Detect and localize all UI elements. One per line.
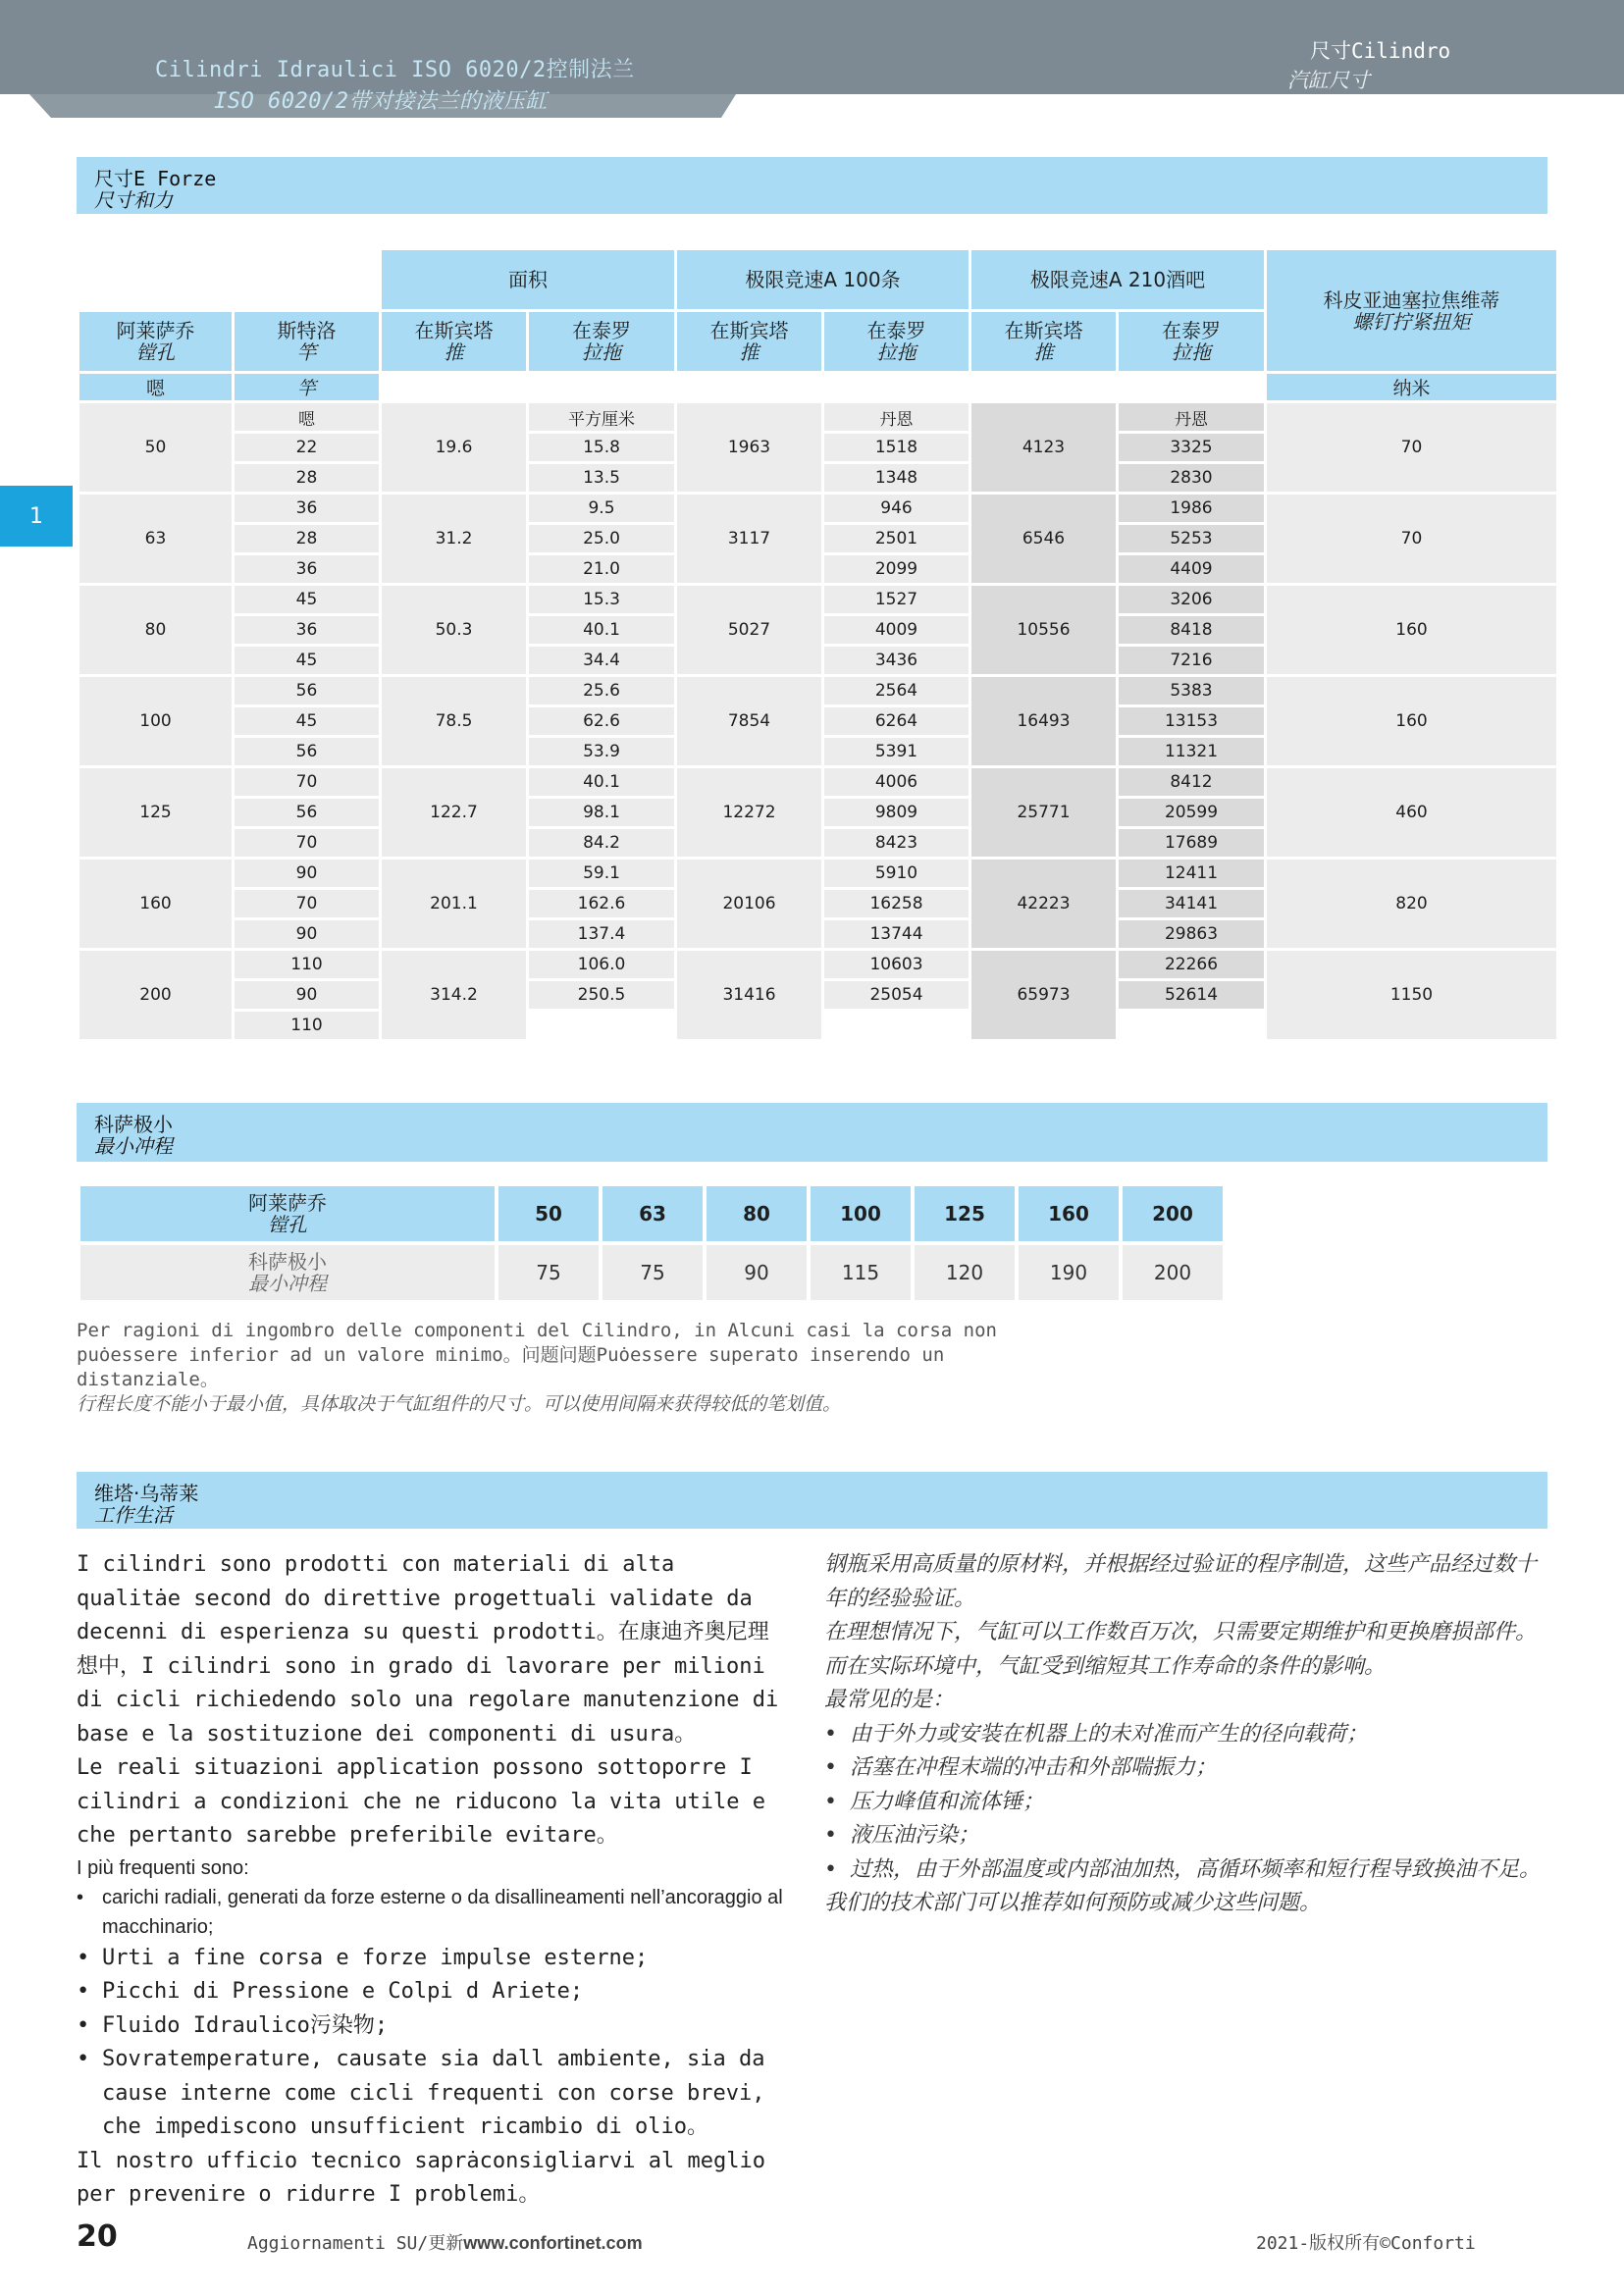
- wl-it-bullet: [77, 1975, 783, 2009]
- pull-label: 在泰罗: [866, 319, 926, 342]
- stroke-label-it: 科萨极小: [248, 1250, 327, 1274]
- min-stroke-value: 75: [602, 1245, 703, 1300]
- wl-it-bullet: [77, 1942, 783, 1976]
- f210-push-cell: 4123: [971, 403, 1116, 492]
- area-pull-cell: 62.6: [529, 707, 674, 735]
- wl-it-bullet-text: Picchi di Pressione e Colpi d Ariete;: [102, 1979, 584, 2004]
- wl-it-bullet: [77, 2009, 783, 2044]
- f100-push-cell: 1963: [677, 403, 821, 492]
- f210-pull-cell: 8412: [1119, 768, 1264, 796]
- min-stroke-title-zh: 最小冲程: [94, 1134, 173, 1158]
- f100-pull-cell: 丹恩: [824, 403, 969, 431]
- f210-pull-cell: 3206: [1119, 586, 1264, 613]
- table-row: [79, 403, 1556, 431]
- working-life-title-zh: 工作生活: [94, 1503, 173, 1527]
- rod-cell: 36: [235, 555, 379, 583]
- bore-header-it: 阿莱萨乔: [116, 319, 195, 342]
- force100-header: 极限竞速A 100条: [677, 250, 969, 309]
- min-stroke-bore-63: 63: [602, 1186, 703, 1241]
- page-number: 20: [77, 2219, 118, 2254]
- f100-pull-cell: 2501: [824, 525, 969, 552]
- wl-zh-bullet-text: 由于外力或安装在机器上的未对准而产生的径向载荷；: [850, 1721, 1369, 1747]
- wl-it-bullet-text: Fluido Idraulico污染物;: [102, 2012, 389, 2038]
- stroke-label: [80, 1245, 495, 1300]
- table-row: [79, 677, 1556, 704]
- area-pull-cell: 25.6: [529, 677, 674, 704]
- area-pull-cell: 9.5: [529, 495, 674, 522]
- wl-zh-bullet-text: 液压油污染；: [850, 1823, 980, 1848]
- empty-cell: [1119, 1012, 1264, 1039]
- working-life-chinese: [824, 1548, 1541, 1921]
- push-label-zh: 推: [739, 340, 760, 364]
- working-life-title-it: 维塔·乌蒂莱: [94, 1482, 199, 1505]
- f100-pull-cell: 4006: [824, 768, 969, 796]
- min-stroke-value: 200: [1123, 1245, 1223, 1300]
- rod-cell: 70: [235, 890, 379, 917]
- f210-pull-cell: 11321: [1119, 738, 1264, 765]
- wl-it-bullet-text: carichi radiali, generati da forze esterne o da disallineamenti nell’ancoraggio al macchinario;: [102, 1886, 783, 1938]
- f210-pull-cell: 7216: [1119, 647, 1264, 674]
- wl-zh-bullet: [824, 1751, 1541, 1786]
- wl-zh-paragraph-3: 最常见的是：: [824, 1688, 955, 1712]
- f210-push-header: [971, 312, 1116, 371]
- pull-label: 在泰罗: [572, 319, 631, 342]
- min-stroke-bore-160: 160: [1019, 1186, 1119, 1241]
- area-pull-cell: 40.1: [529, 768, 674, 796]
- f100-pull-cell: 2564: [824, 677, 969, 704]
- wl-zh-paragraph-4: 我们的技术部门可以推荐如何预防或减少这些问题。: [824, 1891, 1322, 1915]
- f100-pull-cell: 1348: [824, 464, 969, 492]
- push-label: 在斯宾塔: [414, 319, 494, 342]
- area-push-header: [382, 312, 526, 371]
- rod-cell: 70: [235, 768, 379, 796]
- unit-torque: 纳米: [1267, 374, 1556, 400]
- bore-cell: 125: [79, 768, 232, 857]
- torque-cell: 70: [1267, 495, 1556, 583]
- f100-push-header: [677, 312, 821, 371]
- push-label-zh: 推: [1033, 340, 1054, 364]
- chapter-tab[interactable]: 1: [0, 486, 73, 547]
- f100-pull-cell: 2099: [824, 555, 969, 583]
- f100-push-cell: 31416: [677, 951, 821, 1039]
- f210-pull-cell: 34141: [1119, 890, 1264, 917]
- wl-it-paragraph-1: I cilindri sono prodotti con materiali di alta qualitȧe second do direttive progettuali validate da decenni di esperienza su questi prodotti。在康迪齐奥尼理想中，I cilindri sono in grado di lavorare per milioni di cicli richiedendo solo una regolare manutenzione di base e la sostituzione dei componenti di usura。: [77, 1552, 779, 1747]
- f210-pull-cell: 52614: [1119, 981, 1264, 1009]
- f210-push-cell: 42223: [971, 860, 1116, 948]
- bullet-icon: •: [824, 1823, 837, 1848]
- f210-pull-cell: 丹恩: [1119, 403, 1264, 431]
- table-row: [79, 860, 1556, 887]
- f100-pull-cell: 4009: [824, 616, 969, 644]
- area-push-cell: 50.3: [382, 586, 526, 674]
- f210-push-cell: 25771: [971, 768, 1116, 857]
- min-stroke-bore-50: 50: [498, 1186, 599, 1241]
- f210-pull-cell: 13153: [1119, 707, 1264, 735]
- f210-pull-cell: 3325: [1119, 434, 1264, 461]
- min-stroke-value: 75: [498, 1245, 599, 1300]
- min-stroke-value: 120: [915, 1245, 1015, 1300]
- header-title-it: Cilindri Idraulici ISO 6020/2控制法兰: [155, 58, 635, 82]
- rod-cell: 28: [235, 464, 379, 492]
- table-row: [79, 768, 1556, 796]
- f210-pull-cell: 5383: [1119, 677, 1264, 704]
- footer-url-link[interactable]: www.confortinet.com: [463, 2233, 643, 2253]
- bore-cell: 50: [79, 403, 232, 492]
- f100-pull-cell: 9809: [824, 799, 969, 826]
- f100-pull-cell: 16258: [824, 890, 969, 917]
- min-stroke-bore-125: 125: [915, 1186, 1015, 1241]
- rod-cell: 56: [235, 738, 379, 765]
- header-section-it: 尺寸Cilindro: [1310, 39, 1451, 63]
- wl-it-paragraph-3: I più frequenti sono:: [77, 1856, 249, 1879]
- area-pull-cell: 13.5: [529, 464, 674, 492]
- area-pull-header: [529, 312, 674, 371]
- forces-title-zh: 尺寸和力: [94, 188, 173, 212]
- area-pull-cell: 15.8: [529, 434, 674, 461]
- area-pull-cell: 59.1: [529, 860, 674, 887]
- rod-cell: 45: [235, 647, 379, 674]
- forces-title-it: 尺寸E Forze: [94, 167, 217, 190]
- rod-header: [235, 312, 379, 371]
- pull-label: 在泰罗: [1162, 319, 1221, 342]
- f210-pull-header: [1119, 312, 1264, 371]
- footer-copyright: 2021-版权所有©Conforti: [1256, 2233, 1476, 2254]
- force210-header: 极限竞速A 210酒吧: [971, 250, 1264, 309]
- f210-push-cell: 6546: [971, 495, 1116, 583]
- bullet-icon: •: [824, 1721, 837, 1747]
- bore-label-it: 阿莱萨乔: [248, 1191, 327, 1215]
- f100-pull-header: [824, 312, 969, 371]
- min-stroke-bore-200: 200: [1123, 1186, 1223, 1241]
- bore-header: [79, 312, 232, 371]
- rod-cell: 36: [235, 495, 379, 522]
- min-stroke-note: [77, 1319, 1009, 1417]
- torque-cell: 1150: [1267, 951, 1556, 1039]
- rod-cell: 22: [235, 434, 379, 461]
- f100-pull-cell: 1518: [824, 434, 969, 461]
- min-stroke-value: 190: [1019, 1245, 1119, 1300]
- f210-pull-cell: 12411: [1119, 860, 1264, 887]
- torque-header-it: 科皮亚迪塞拉焦维蒂: [1323, 287, 1500, 312]
- rod-cell: 45: [235, 586, 379, 613]
- forces-section-band: [77, 157, 1547, 214]
- f210-pull-cell: 29863: [1119, 920, 1264, 948]
- bore-cell: 200: [79, 951, 232, 1039]
- torque-cell: 460: [1267, 768, 1556, 857]
- f100-pull-cell: 13744: [824, 920, 969, 948]
- rod-cell: 90: [235, 860, 379, 887]
- unit-bore: 嗯: [79, 374, 232, 400]
- area-pull-cell: 21.0: [529, 555, 674, 583]
- f210-pull-cell: 2830: [1119, 464, 1264, 492]
- f100-pull-cell: 5910: [824, 860, 969, 887]
- wl-zh-bullet: [824, 1786, 1541, 1820]
- empty-cell: [529, 1012, 674, 1039]
- min-stroke-band: [77, 1103, 1547, 1162]
- footer-updates: [247, 2229, 643, 2255]
- f210-push-cell: 10556: [971, 586, 1116, 674]
- min-stroke-title-it: 科萨极小: [94, 1113, 173, 1136]
- header-title-zh: ISO 6020/2带对接法兰的液压缸: [214, 89, 548, 114]
- bullet-icon: •: [77, 1945, 90, 1970]
- table-row: [79, 951, 1556, 978]
- area-pull-cell: 250.5: [529, 981, 674, 1009]
- area-push-cell: 201.1: [382, 860, 526, 948]
- f100-push-cell: 7854: [677, 677, 821, 765]
- area-pull-cell: 40.1: [529, 616, 674, 644]
- wl-zh-bullet: [824, 1853, 1541, 1888]
- wl-zh-bullet: [824, 1819, 1541, 1853]
- working-life-band: [77, 1472, 1547, 1529]
- area-pull-cell: 15.3: [529, 586, 674, 613]
- min-stroke-bore-80: 80: [707, 1186, 807, 1241]
- area-pull-cell: 106.0: [529, 951, 674, 978]
- empty-cell: [824, 1012, 969, 1039]
- bore-header-zh: 镗孔: [135, 340, 176, 364]
- f210-pull-cell: 4409: [1119, 555, 1264, 583]
- torque-cell: 160: [1267, 677, 1556, 765]
- wl-it-paragraph-2: Le reali situazioni application possono sottoporre I cilindri a condizioni che ne riducono la vita utile e che pertanto sarebbe preferibile evitare。: [77, 1755, 765, 1848]
- rod-cell: 70: [235, 829, 379, 857]
- area-pull-cell: 84.2: [529, 829, 674, 857]
- min-stroke-table: [77, 1182, 1227, 1304]
- working-life-italian: [77, 1548, 783, 2213]
- f100-push-cell: 3117: [677, 495, 821, 583]
- rod-cell: 110: [235, 1012, 379, 1039]
- wl-zh-bullet-text: 活塞在冲程末端的冲击和外部喘振力；: [850, 1755, 1218, 1780]
- rod-cell: 90: [235, 920, 379, 948]
- unit-rod: 竿: [235, 374, 379, 400]
- bore-label-zh: 镗孔: [268, 1213, 307, 1236]
- bore-cell: 63: [79, 495, 232, 583]
- bore-cell: 80: [79, 586, 232, 674]
- wl-it-bullet-text: Urti a fine corsa e forze impulse esterne;: [102, 1945, 649, 1970]
- bore-cell: 160: [79, 860, 232, 948]
- f100-pull-cell: 3436: [824, 647, 969, 674]
- wl-it-bullet-text: Sovratemperature, causate sia dall ambiente, sia da cause interne come cicli frequenti con corse brevi, che impediscono unsufficient ricambio di olio。: [102, 2047, 765, 2139]
- f100-pull-cell: 946: [824, 495, 969, 522]
- min-stroke-value: 115: [811, 1245, 911, 1300]
- table-row: [79, 586, 1556, 613]
- rod-cell: 45: [235, 707, 379, 735]
- bullet-icon: •: [824, 1856, 837, 1882]
- f100-push-cell: 12272: [677, 768, 821, 857]
- f100-pull-cell: 6264: [824, 707, 969, 735]
- rod-cell: 28: [235, 525, 379, 552]
- f100-push-cell: 20106: [677, 860, 821, 948]
- area-push-cell: 122.7: [382, 768, 526, 857]
- forces-table: [77, 247, 1559, 1042]
- f100-pull-cell: 25054: [824, 981, 969, 1009]
- wl-zh-bullet-text: 压力峰值和流体锤；: [850, 1789, 1045, 1814]
- area-pull-cell: 25.0: [529, 525, 674, 552]
- pull-label-zh: 拉拖: [582, 340, 621, 364]
- area-pull-cell: 137.4: [529, 920, 674, 948]
- wl-it-paragraph-4: Il nostro ufficio tecnico saprȧconsigliarvi al meglio per prevenire o ridurre I problemi。: [77, 2148, 765, 2207]
- push-label: 在斯宾塔: [1004, 319, 1083, 342]
- area-pull-cell: 34.4: [529, 647, 674, 674]
- area-pull-cell: 162.6: [529, 890, 674, 917]
- bore-label: [80, 1186, 495, 1241]
- torque-cell: 160: [1267, 586, 1556, 674]
- f100-pull-cell: 1527: [824, 586, 969, 613]
- pull-label-zh: 拉拖: [1172, 340, 1211, 364]
- bullet-icon: •: [77, 2012, 90, 2038]
- area-push-cell: 314.2: [382, 951, 526, 1039]
- f100-pull-cell: 5391: [824, 738, 969, 765]
- note-it: Per ragioni di ingombro delle componenti del Cilindro, in Alcuni casi la corsa non puȯessere inferior ad un valore minimo。问题问题Puȯessere superato inserendo un distanziale。: [77, 1320, 997, 1390]
- stroke-label-zh: 最小冲程: [248, 1272, 327, 1295]
- wl-it-bullet: [77, 1883, 783, 1942]
- f210-pull-cell: 1986: [1119, 495, 1264, 522]
- rod-cell: 嗯: [235, 403, 379, 431]
- f100-pull-cell: 10603: [824, 951, 969, 978]
- bullet-icon: •: [824, 1789, 837, 1814]
- bore-cell: 100: [79, 677, 232, 765]
- area-push-cell: 19.6: [382, 403, 526, 492]
- rod-cell: 36: [235, 616, 379, 644]
- rod-cell: 110: [235, 951, 379, 978]
- push-label-zh: 推: [444, 340, 464, 364]
- f210-pull-cell: 8418: [1119, 616, 1264, 644]
- header-section-zh: 汽缸尺寸: [1287, 69, 1370, 92]
- rod-header-zh: 竿: [296, 340, 317, 364]
- footer-updates-label: Aggiornamenti SU/更新: [247, 2233, 464, 2254]
- min-stroke-value: 90: [707, 1245, 807, 1300]
- torque-cell: 820: [1267, 860, 1556, 948]
- torque-header-zh: 螺钉拧紧扭矩: [1352, 309, 1471, 334]
- area-push-cell: 31.2: [382, 495, 526, 583]
- f210-pull-cell: 22266: [1119, 951, 1264, 978]
- area-pull-cell: 平方厘米: [529, 403, 674, 431]
- forces-table-body: [79, 403, 1556, 1039]
- wl-it-bullet: [77, 2043, 783, 2145]
- page-header: [0, 0, 1624, 118]
- area-push-cell: 78.5: [382, 677, 526, 765]
- note-zh: 行程长度不能小于最小值，具体取决于气缸组件的尺寸。可以使用间隔来获得较低的笔划值。: [77, 1393, 842, 1415]
- torque-cell: 70: [1267, 403, 1556, 492]
- min-stroke-bore-100: 100: [811, 1186, 911, 1241]
- bullet-icon: •: [77, 2047, 90, 2071]
- f210-push-cell: 16493: [971, 677, 1116, 765]
- rod-header-it: 斯特洛: [277, 319, 337, 342]
- f210-pull-cell: 17689: [1119, 829, 1264, 857]
- area-pull-cell: 98.1: [529, 799, 674, 826]
- rod-cell: 90: [235, 981, 379, 1009]
- f210-push-cell: 65973: [971, 951, 1116, 1039]
- f100-push-cell: 5027: [677, 586, 821, 674]
- bullet-icon: •: [77, 1979, 90, 2004]
- f210-pull-cell: 5253: [1119, 525, 1264, 552]
- bullet-icon: •: [77, 1886, 84, 1908]
- wl-zh-paragraph-1: 钢瓶采用高质量的原材料，并根据经过验证的程序制造，这些产品经过数十年的经验验证。: [824, 1552, 1538, 1611]
- rod-cell: 56: [235, 677, 379, 704]
- wl-zh-bullet: [824, 1718, 1541, 1752]
- f210-pull-cell: 20599: [1119, 799, 1264, 826]
- wl-zh-paragraph-2: 在理想情况下，气缸可以工作数百万次，只需要定期维护和更换磨损部件。而在实际环境中，气缸受到缩短其工作寿命的条件的影响。: [824, 1620, 1538, 1679]
- bullet-icon: •: [824, 1755, 837, 1780]
- area-header: 面积: [382, 250, 674, 309]
- push-label: 在斯宾塔: [709, 319, 789, 342]
- area-pull-cell: 53.9: [529, 738, 674, 765]
- torque-header: [1267, 250, 1556, 371]
- table-row: [79, 495, 1556, 522]
- pull-label-zh: 拉拖: [876, 340, 917, 364]
- rod-cell: 56: [235, 799, 379, 826]
- f100-pull-cell: 8423: [824, 829, 969, 857]
- wl-zh-bullet-text: 过热，由于外部温度或内部油加热，高循环频率和短行程导致换油不足。: [850, 1856, 1542, 1882]
